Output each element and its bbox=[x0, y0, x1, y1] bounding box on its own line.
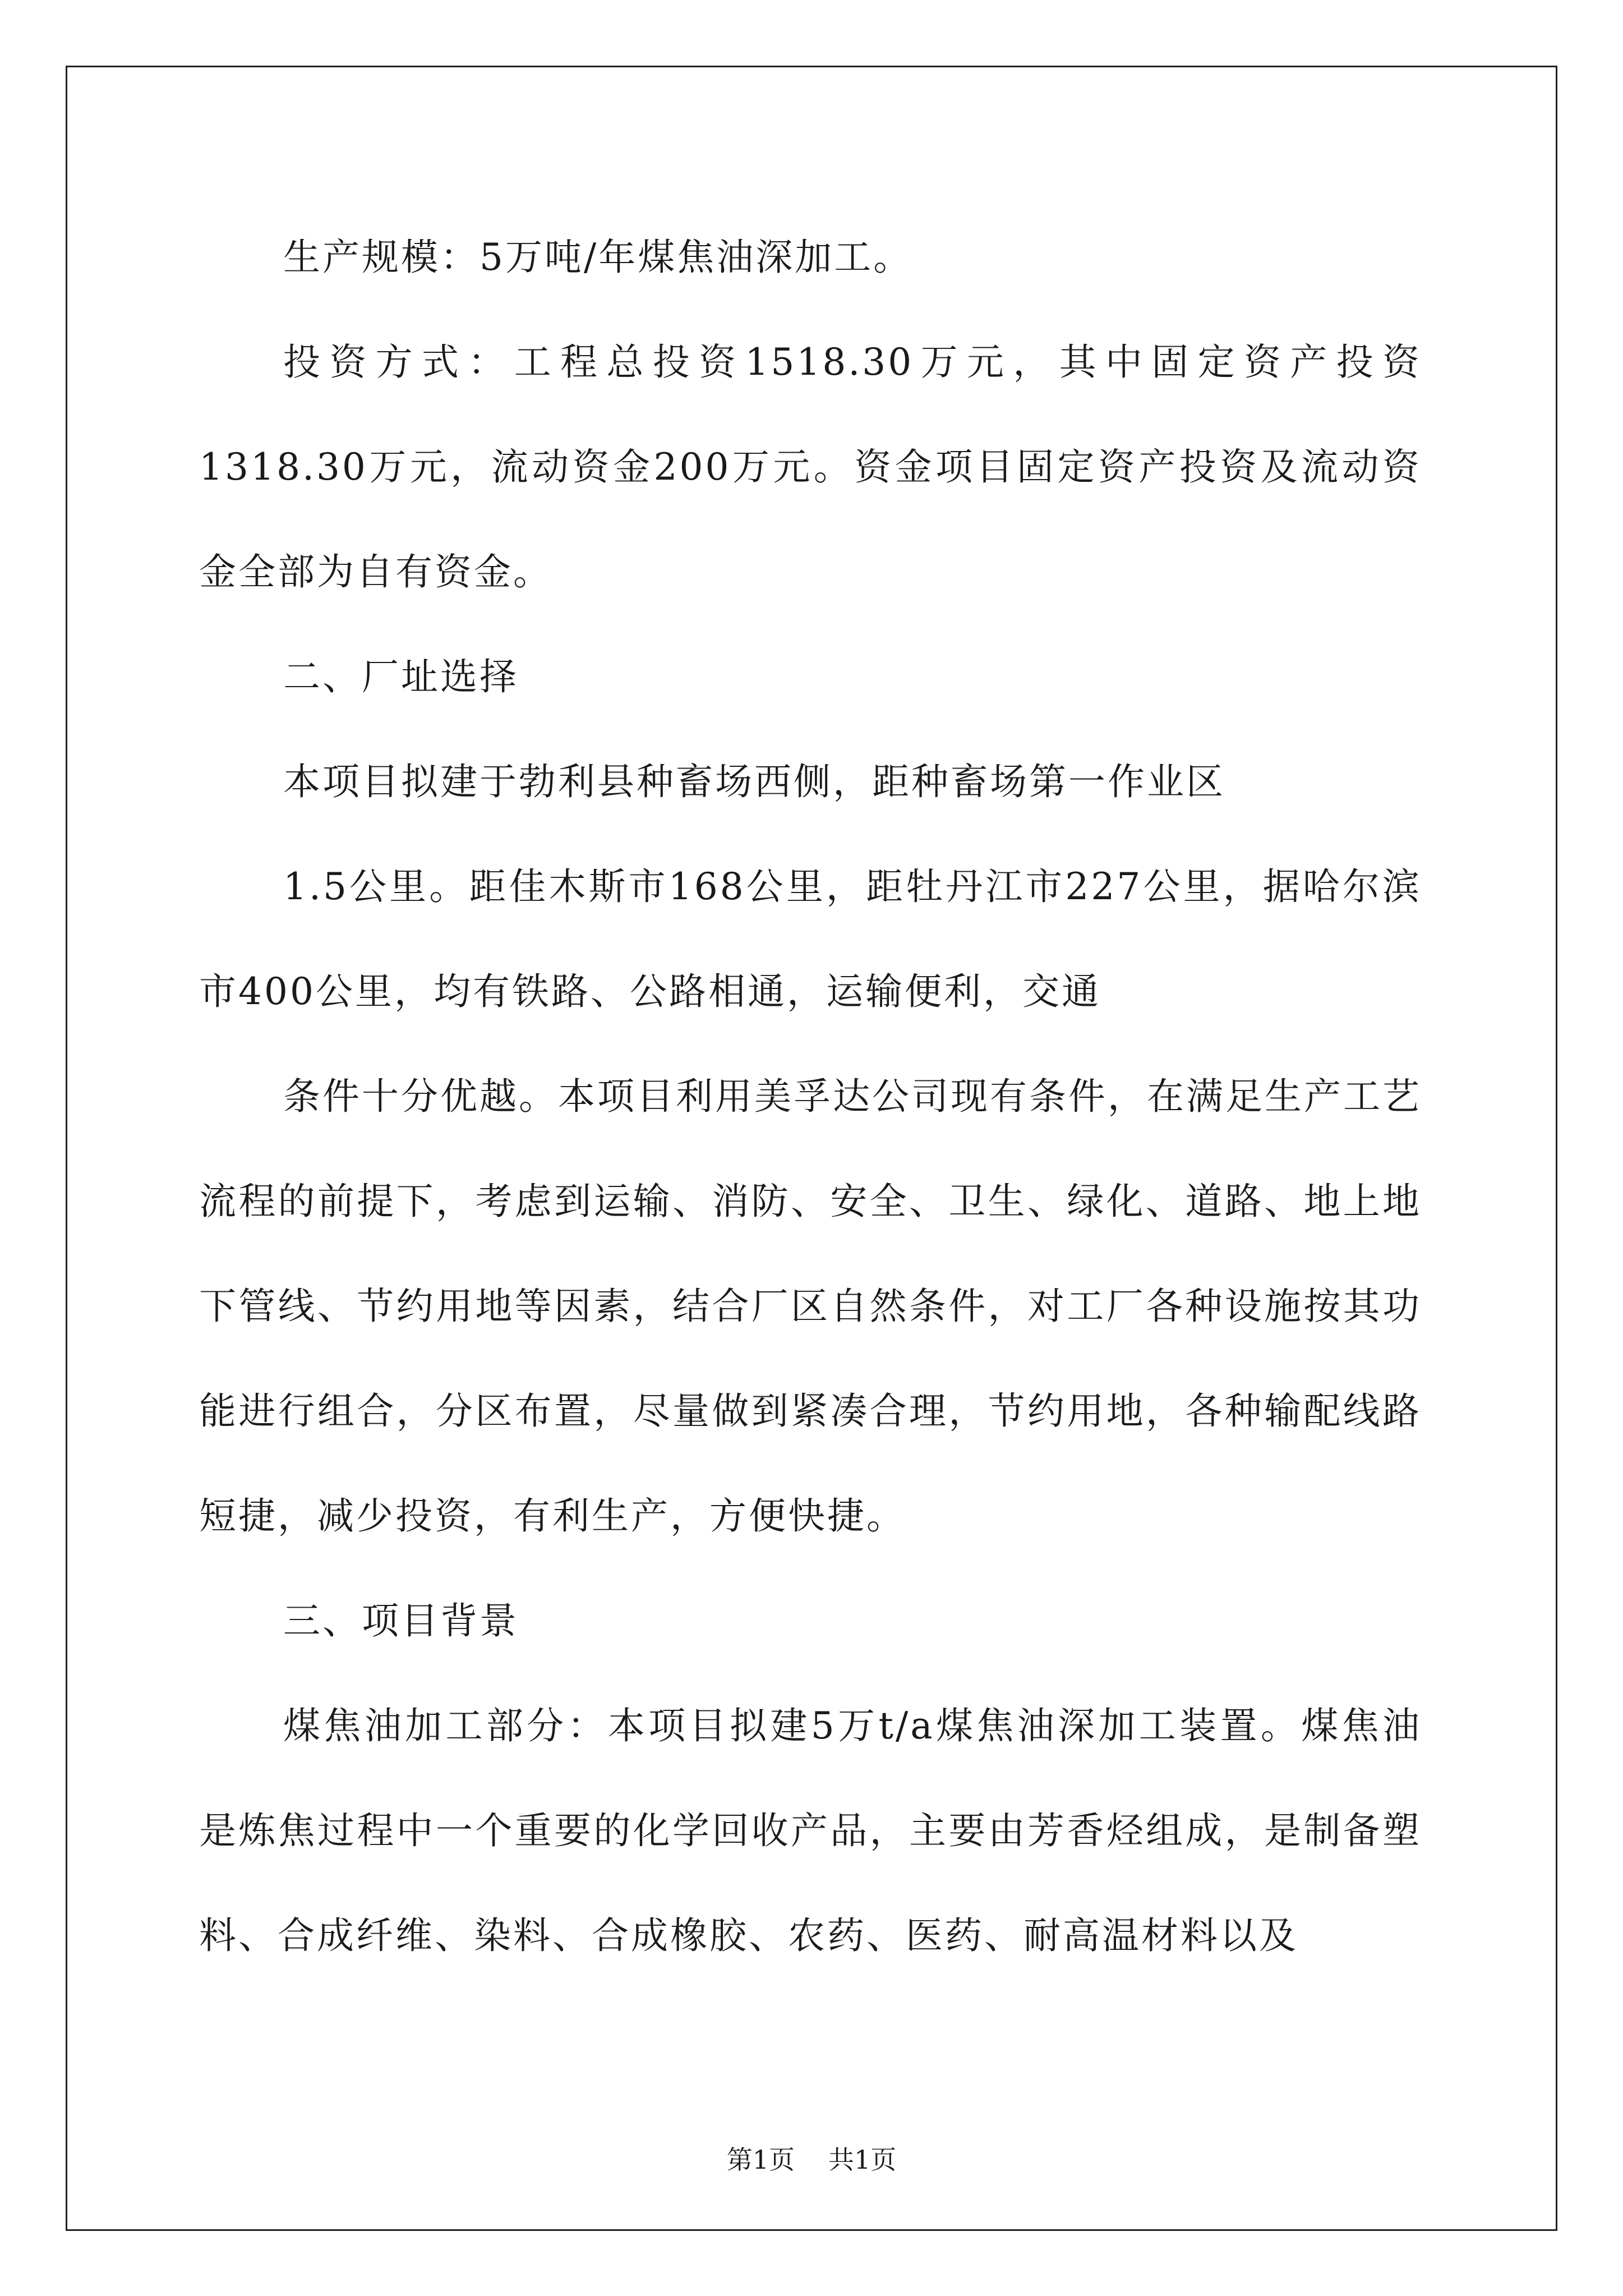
paragraph-site-location: 本项目拟建于勃利县种畜场西侧，距种畜场第一作业区 bbox=[283, 760, 1225, 803]
heading-site-selection: 二、厂址选择 bbox=[283, 655, 519, 698]
paragraph-site-conditions: 条件十分优越。本项目利用美孚达公司现有条件，在满足生产工艺流程的前提下，考虑到运输、消防、安全、卫生、绿化、道路、地上地下管线、节约用地等因素，结合厂区自然条件，对工厂各种设施按其功能进行组合，分区布置，尽量做到紧凑合理，节约用地，各种输配线路短捷，减少投资，有利生产，方便快捷。 bbox=[199, 1075, 1422, 1538]
paragraph-distances: 1.5公里。距佳木斯市168公里，距牡丹江市227公里，据哈尔滨市400公里，均有铁路、公路相通，运输便利，交通 bbox=[199, 865, 1422, 1013]
document-body bbox=[199, 205, 1422, 1988]
page-total: 共1页 bbox=[828, 2145, 897, 2175]
page-number: 第1页 bbox=[726, 2145, 795, 2175]
paragraph-coal-tar: 煤焦油加工部分：本项目拟建5万t/a煤焦油深加工装置。煤焦油是炼焦过程中一个重要的化学回收产品，主要由芳香烃组成，是制备塑料、合成纤维、染料、合成橡胶、农药、医药、耐高温材料以及 bbox=[199, 1704, 1422, 1957]
heading-project-background: 三、项目背景 bbox=[283, 1599, 519, 1642]
page-footer bbox=[0, 2143, 1623, 2177]
paragraph-production-scale: 生产规模：5万吨/年煤焦油深加工。 bbox=[283, 236, 913, 279]
paragraph-investment: 投资方式：工程总投资1518.30万元，其中固定资产投资1318.30万元，流动资金200万元。资金项目固定资产投资及流动资金全部为自有资金。 bbox=[199, 341, 1422, 593]
